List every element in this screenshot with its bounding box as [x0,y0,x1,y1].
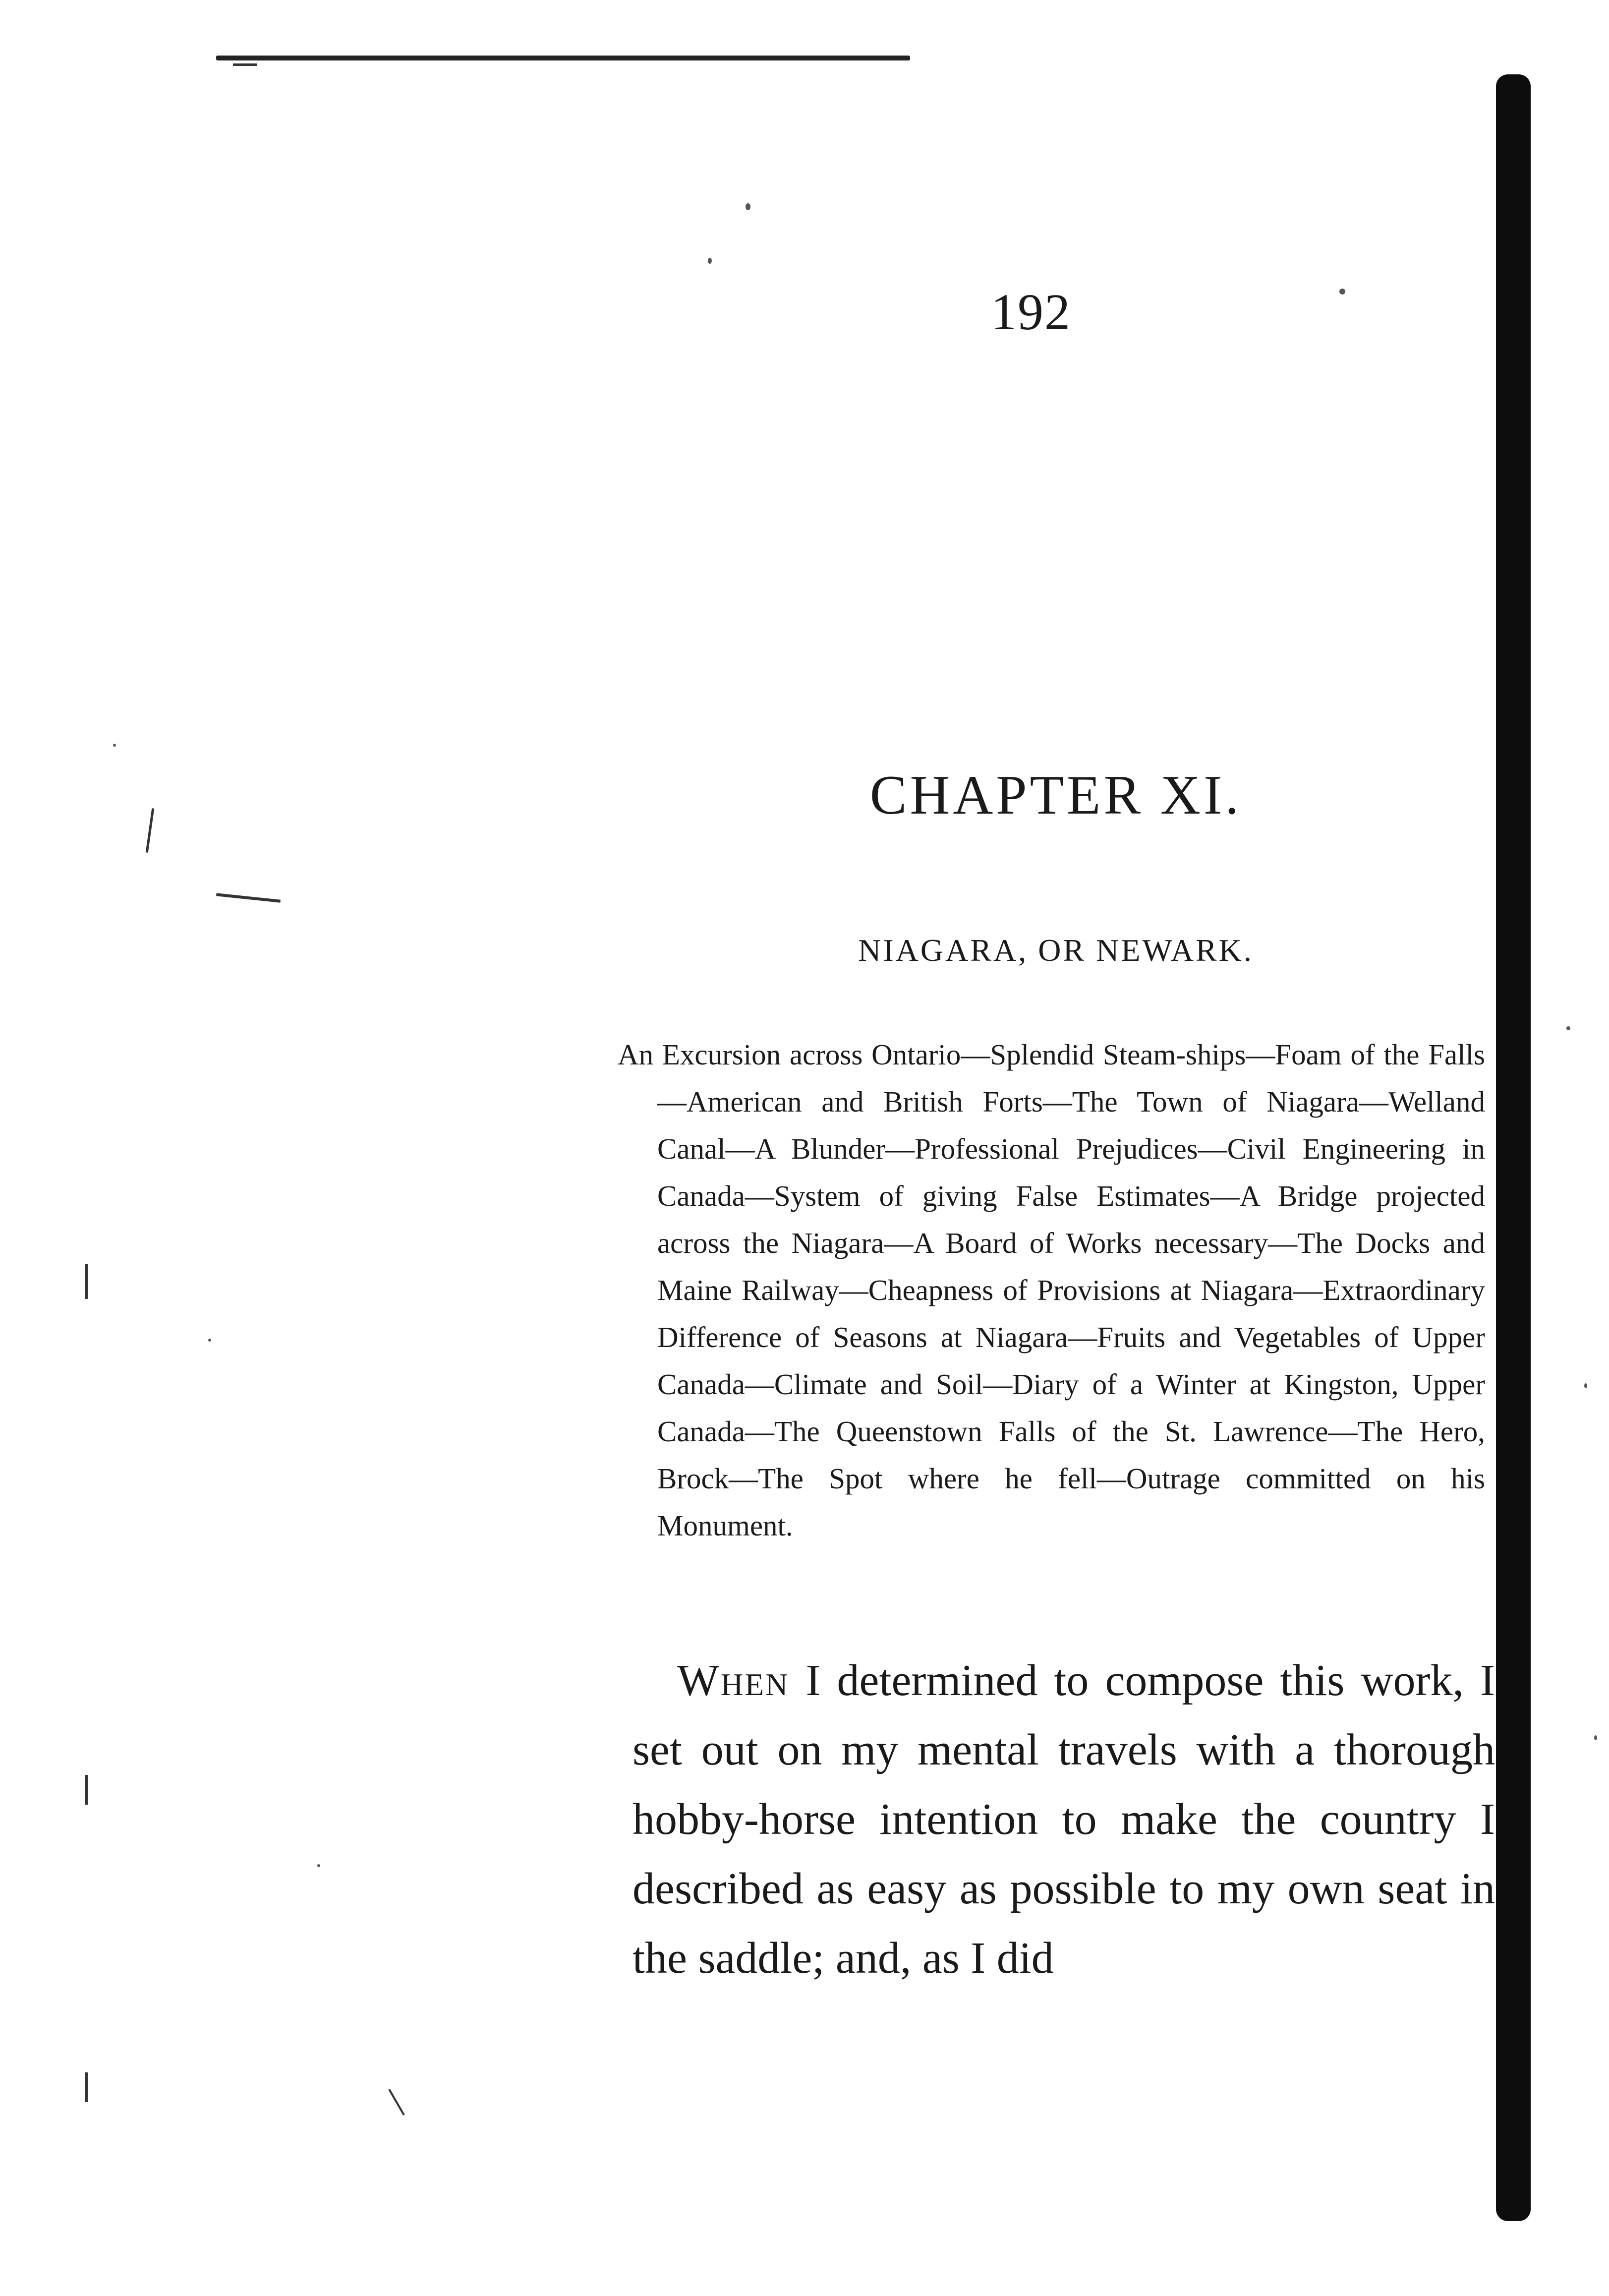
top-rule [216,56,910,60]
chapter-subtitle: NIAGARA, OR NEWARK. [858,933,1254,968]
scan-speck [208,1339,211,1342]
body-paragraph [632,1646,1495,1993]
scan-mark [85,1264,88,1299]
scan-speck [1584,1383,1587,1388]
scan-speck [1339,289,1345,294]
body-paragraph-text: I determined to compose this work, I set out on my mental travels with a thorough hobby-horse intention to make the country I described as easy as possible to my own seat in the saddle; and, as I did [632,1656,1495,1983]
body-lead-word: When [677,1656,790,1705]
scan-speck [746,203,750,210]
chapter-synopsis: An Excursion across Ontario—Splendid Steam-ships—Foam of the Falls—American and British Forts—The Town of Niagara—Welland Canal—A Blunder—Professional Prejudices—Civil Engineering in Canada—System of giving False Estimates—A Bridge projected across the Niagara—A Board of Works necessary—The Docks and Maine Railway—Cheapness of Provisions at Niagara—Extraordinary Difference of Seasons at Niagara—Fruits and Vegetables of Upper Canada—Climate and Soil—Diary of a Winter at Kingston, Upper Canada—The Queenstown Falls of the St. Lawrence—The Hero, Brock—The Spot where he fell—Outrage committed on his Monument. [618,1038,1485,1542]
scan-speck [317,1864,320,1867]
scan-mark [85,1775,88,1805]
binding-edge-shadow [1496,74,1531,2221]
scan-speck [708,258,712,264]
scan-speck [113,744,116,747]
top-rule-tick [233,63,257,66]
scan-speck [1594,1735,1597,1740]
scan-speck [1566,1026,1570,1030]
scan-mark [85,2072,88,2102]
scan-mark [216,893,281,903]
scan-mark [146,808,154,853]
page-number: 192 [991,284,1071,341]
scan-mark [388,2089,404,2116]
chapter-title: CHAPTER XI. [869,765,1242,826]
